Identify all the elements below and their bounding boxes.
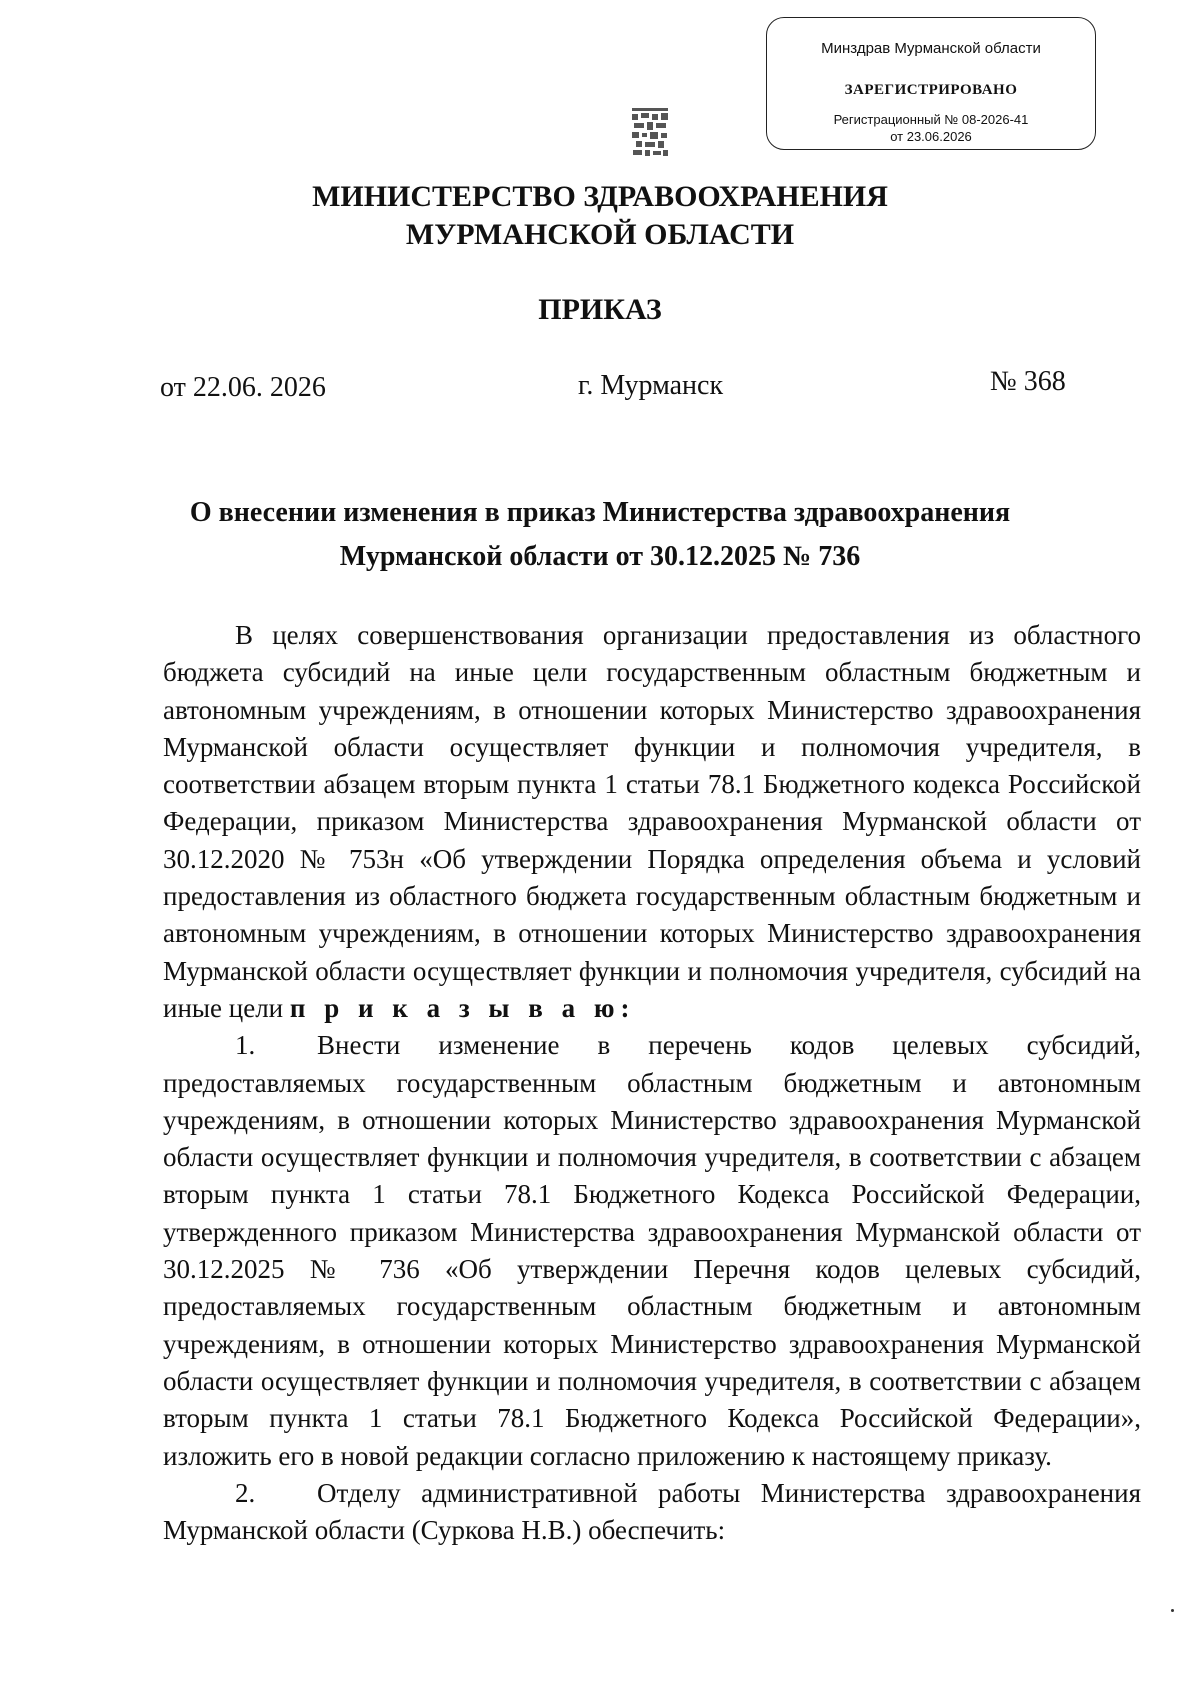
item-1-text: Внести изменение в перечень кодов целевых субсидий, предоставляемых государственным областным бюджетным и автономным учреждениям, в отношении которых Министерство здравоохранения Мурманской области осуществляет функции и полномочия учредителя, в соответствии с абзацем вторым пункта 1 статьи 78.1 Бюджетного Кодекса Российской Федерации, утвержденного приказом Министерства здравоохранения Мурманской области от 30.12.2025 № 736 «Об утверждении Перечня кодов целевых субсидий, предоставляемых государственным областным бюджетным и автономным учреждениям, в отношении которых Министерство здравоохранения Мурманской области осуществляет функции и полномочия учредителя, в соответствии с абзацем вторым пункта 1 статьи 78.1 Бюджетного Кодекса Российской Федерации», изложить его в новой редакции согласно приложению к настоящему приказу. bbox=[163, 1030, 1141, 1471]
registration-stamp bbox=[766, 17, 1096, 150]
document-type: ПРИКАЗ bbox=[538, 293, 662, 326]
stamp-status: ЗАРЕГИСТРИРОВАНО bbox=[844, 82, 1018, 98]
subject-line1: О внесении изменения в приказ Министерства здравоохранения bbox=[189, 497, 1011, 528]
ministry-title bbox=[0, 178, 1200, 254]
order-number: № 368 bbox=[990, 366, 1066, 397]
coat-of-arms-icon bbox=[628, 104, 672, 162]
stamp-reg-date: от 23.06.2026 bbox=[890, 129, 972, 144]
stamp-registration bbox=[767, 111, 1095, 145]
order-body bbox=[163, 617, 1141, 1549]
decree-word: п р и к а з ы в а ю: bbox=[289, 992, 636, 1023]
item-2-number: 2. bbox=[235, 1477, 256, 1508]
ministry-line2: МУРМАНСКОЙ ОБЛАСТИ bbox=[405, 218, 795, 251]
item-2-text: Отделу административной работы Министерства здравоохранения Мурманской области (Суркова Н.В.) обеспечить: bbox=[163, 1477, 1141, 1546]
stamp-organization: Минздрав Мурманской области bbox=[821, 40, 1041, 57]
item-2-paragraph bbox=[163, 1475, 1141, 1550]
subject-line2: Мурманской области от 30.12.2025 № 736 bbox=[339, 541, 861, 572]
stamp-reg-number: Регистрационный № 08-2026-41 bbox=[833, 112, 1029, 127]
item-1-paragraph bbox=[163, 1027, 1141, 1475]
ministry-line1: МИНИСТЕРСТВО ЗДРАВООХРАНЕНИЯ bbox=[312, 180, 888, 213]
item-1-number: 1. bbox=[235, 1030, 256, 1061]
preamble-paragraph bbox=[163, 617, 1141, 1027]
scan-speck bbox=[1171, 1609, 1174, 1612]
order-city: г. Мурманск bbox=[578, 370, 724, 401]
order-subject bbox=[0, 491, 1200, 579]
order-date: от 22.06. 2026 bbox=[160, 372, 326, 403]
preamble-text: В целях совершенствования организации предоставления из областного бюджета субсидий на иные цели государственным областным бюджетным и автономным учреждениям, в отношении которых Министерство здравоохранения Мурманской области осуществляет функции и полномочия учредителя, в соответствии абзацем вторым пункта 1 статьи 78.1 Бюджетного кодекса Российской Федерации, приказом Министерства здравоохранения Мурманской области от 30.12.2020 № 753н «Об утверждении Порядка определения объема и условий предоставления из областного бюджета государственным областным бюджетным и автономным учреждениям, в отношении которых Министерство здравоохранения Мурманской области осуществляет функции и полномочия учредителя, субсидий на иные цели bbox=[163, 620, 1141, 1023]
